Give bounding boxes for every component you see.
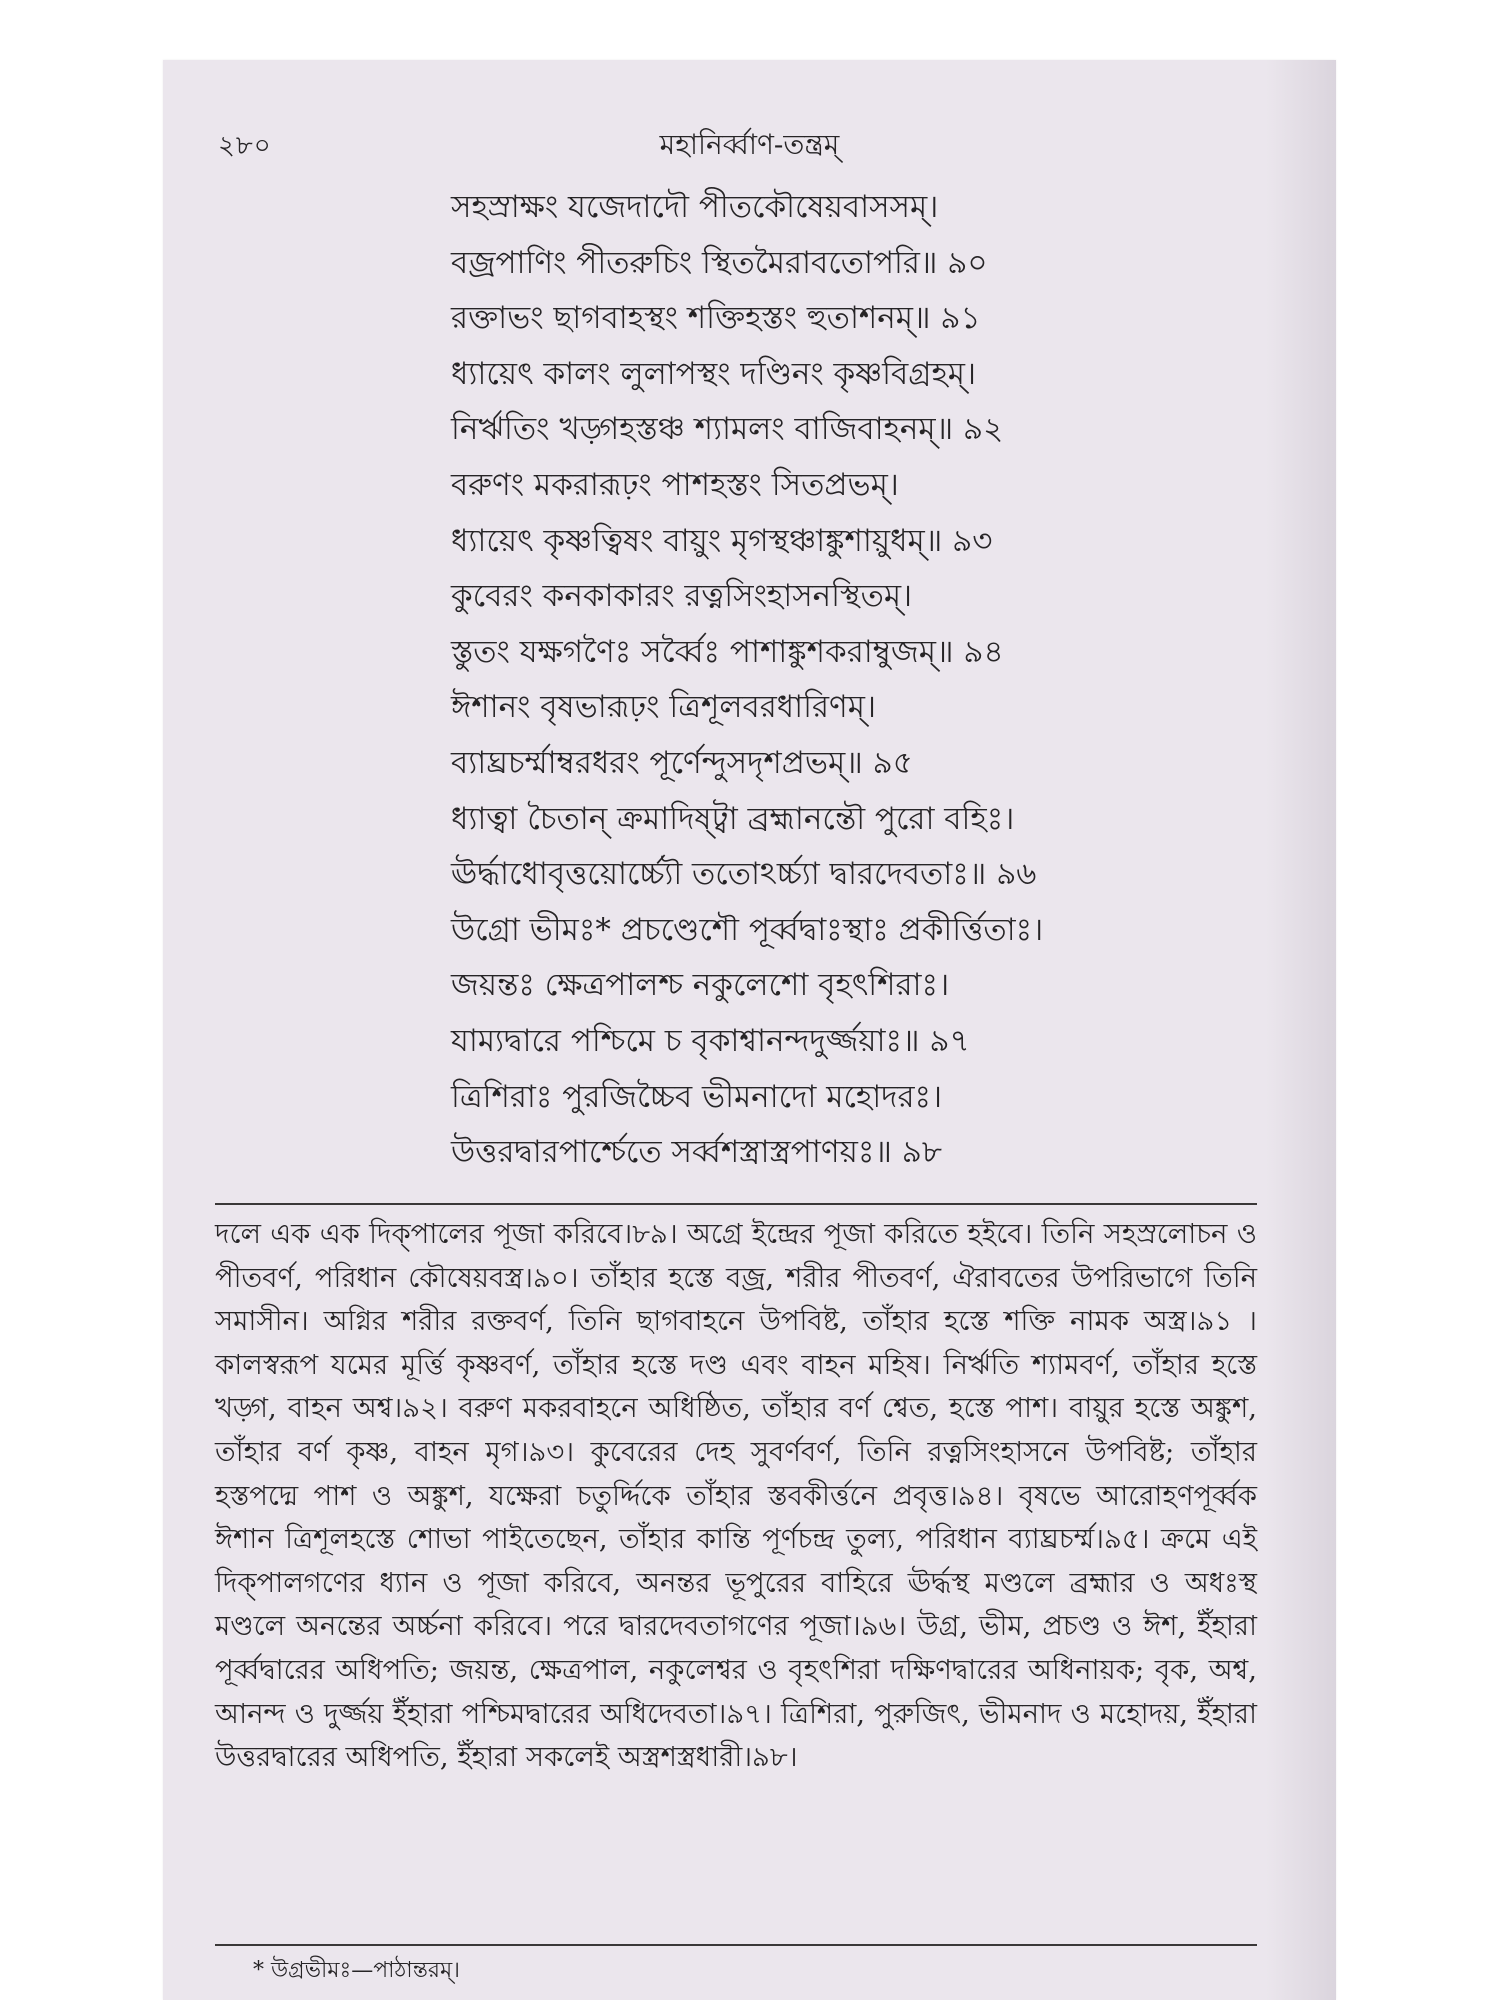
- verse-line: ধ্যাত্বা চৈতান্ ক্রমাদিষ্ট্বা ব্রহ্মানন্তৌ পুরো বহিঃ।: [451, 800, 1015, 837]
- verse-line: সহস্রাক্ষং যজেদাদৌ পীতকৌষেয়বাসসম্।: [451, 189, 939, 225]
- book-page: [163, 60, 1336, 2000]
- verse-line: ব্যাঘ্রচর্ম্মাম্বরধরং পূর্ণেন্দুসদৃশপ্রভম্॥ ৯৫: [451, 744, 913, 781]
- verse-line: ঊর্দ্ধাধোবৃত্তয়োর্চ্চ্যৌ ততোঽর্চ্চ্যা দ্বারদেবতাঃ॥ ৯৬: [451, 856, 1037, 893]
- verse-line: ঈশানং বৃষভারূঢ়ং ত্রিশূলবরধারিণম্।: [451, 689, 877, 726]
- footnote-divider: [215, 1944, 1257, 1946]
- verse-line: বজ্রপাণিং পীতরুচিং স্থিতমৈরাবতোপরি॥ ৯০: [451, 244, 988, 281]
- verse-line: কুবেরং কনকাকারং রত্নসিংহাসনস্থিতম্।: [451, 578, 913, 615]
- footnote: * উগ্রভীমঃ—পাঠান্তরম্।: [253, 1958, 461, 1983]
- section-divider: [215, 1203, 1257, 1205]
- verse-line: বরুণং মকরারূঢ়ং পাশহস্তং সিতপ্রভম্।: [451, 466, 899, 503]
- running-title: মহানির্ব্বাণ-তন্ত্রম্: [659, 128, 840, 161]
- verse-line: রক্তাভং ছাগবাহস্থং শক্তিহস্তং হুতাশনম্॥ ৯১: [451, 300, 981, 337]
- verse-line: যাম্যদ্বারে পশ্চিমে চ বৃকাশ্বানন্দদুর্জ্জয়াঃ॥ ৯৭: [451, 1022, 970, 1059]
- verse-line: ধ্যায়েৎ কৃষ্ণত্বিষং বায়ুং মৃগস্থঞ্চাঙ্কুশায়ুধম্॥ ৯৩: [451, 522, 993, 559]
- page-number: ২৮০: [218, 131, 272, 161]
- verse-line: নির্ঋতিং খড়্গহস্তঞ্চ শ্যামলং বাজিবাহনম্॥ ৯২: [451, 411, 1004, 448]
- verse-line: ত্রিশিরাঃ পুরজিচ্চৈব ভীমনাদো মহোদরঃ।: [451, 1078, 943, 1115]
- verse-line: জয়ন্তঃ ক্ষেত্রপালশ্চ নকুলেশো বৃহৎশিরাঃ।: [451, 967, 950, 1004]
- verse-line: ধ্যায়েৎ কালং লুলাপস্থং দণ্ডিনং কৃষ্ণবিগ্রহম্।: [451, 355, 977, 392]
- bengali-translation: দলে এক এক দিক্‌পালের পূজা করিবে।৮৯। অগ্রে ইন্দ্রের পূজা করিতে হইবে। তিনি সহস্রলোচন ও পীতবর্ণ, পরিধান কৌষেয়বস্ত্র।৯০। তাঁহার হস্তে বজ্র, শরীর পীতবর্ণ, ঐরাবতের উপরিভাগে তিনি সমাসীন। অগ্নির শরীর রক্তবর্ণ, তিনি ছাগবাহনে উপবিষ্ট, তাঁহার হস্তে শক্তি নামক অস্ত্র।৯১ । কালস্বরূপ যমের মূর্ত্তি কৃষ্ণবর্ণ, তাঁহার হস্তে দণ্ড এবং বাহন মহিষ। নির্ঋতি শ্যামবর্ণ, তাঁহার হস্তে খড়্গ, বাহন অশ্ব।৯২। বরুণ মকরবাহনে অধিষ্ঠিত, তাঁহার বর্ণ শ্বেত, হস্তে পাশ। বায়ুর হস্তে অঙ্কুশ, তাঁহার বর্ণ কৃষ্ণ, বাহন মৃগ।৯৩। কুবেরের দেহ সুবর্ণবর্ণ, তিনি রত্নসিংহাসনে উপবিষ্ট; তাঁহার হস্তপদ্মে পাশ ও অঙ্কুশ, যক্ষেরা চতুর্দ্দিকে তাঁহার স্তবকীর্ত্তনে প্রবৃত্ত।৯৪। বৃষভে আরোহণপূর্ব্বক ঈশান ত্রিশূলহস্তে শোভা পাইতেছেন, তাঁহার কান্তি পূর্ণচন্দ্র তুল্য, পরিধান ব্যাঘ্রচর্ম্ম।৯৫। ক্রমে এই দিক্‌পালগণের ধ্যান ও পূজা করিবে, অনন্তর ভূপুরের বাহিরে ঊর্দ্ধস্থ মণ্ডলে ব্রহ্মার ও অধঃস্থ মণ্ডলে অনন্তের অর্চ্চনা করিবে। পরে দ্বারদেবতাগণের পূজা।৯৬। উগ্র, ভীম, প্রচণ্ড ও ঈশ, ইঁহারা পূর্ব্বদ্বারের অধিপতি; জয়ন্ত, ক্ষেত্রপাল, নকুলেশ্বর ও বৃহৎশিরা দক্ষিণদ্বারের অধিনায়ক; বৃক, অশ্ব, আনন্দ ও দুর্জ্জয় ইঁহারা পশ্চিমদ্বারের অধিদেবতা।৯৭। ত্রিশিরা, পুরুজিৎ, ভীমনাদ ও মহোদয়, ইঁহারা উত্তরদ্বারের অধিপতি, ইঁহারা সকলেই অস্ত্রশস্ত্রধারী।৯৮।: [215, 1218, 1257, 1774]
- sanskrit-verses: [451, 180, 1281, 1181]
- verse-line: উত্তরদ্বারপার্শ্চেতে সর্ব্বশস্ত্রাস্ত্রপাণয়ঃ॥ ৯৮: [451, 1134, 942, 1171]
- verse-line: স্তুতং যক্ষগণৈঃ সর্ব্বৈঃ পাশাঙ্কুশকরাম্বুজম্॥ ৯৪: [451, 633, 1004, 670]
- verse-line: উগ্রো ভীমঃ* প্রচণ্ডেশৌ পূর্ব্বদ্বাঃস্থাঃ প্রকীর্ত্তিতাঃ।: [451, 911, 1044, 948]
